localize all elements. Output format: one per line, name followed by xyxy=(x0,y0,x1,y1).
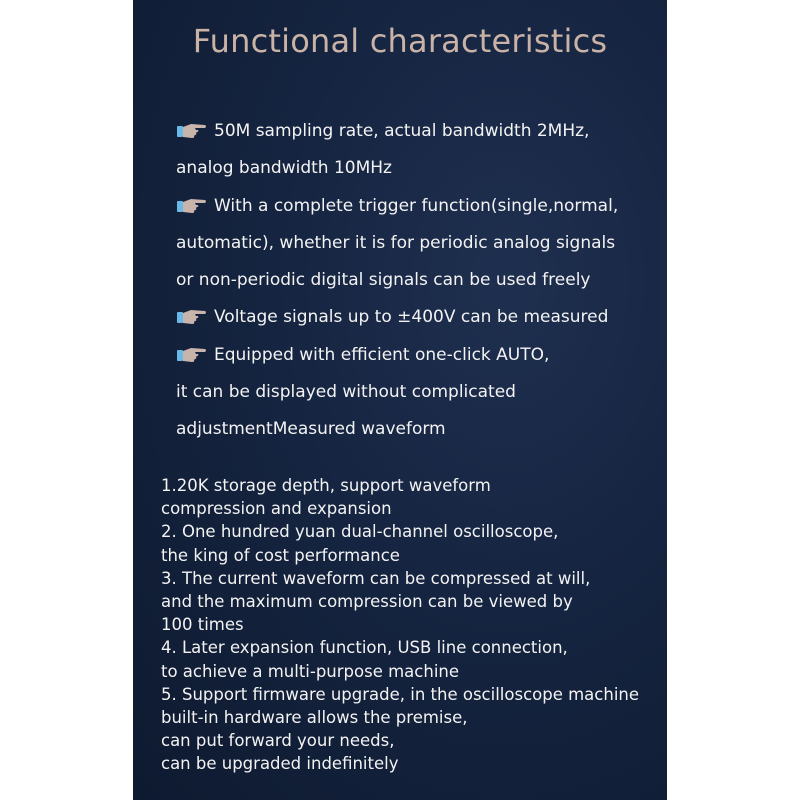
feature-text: Equipped with efficient one-click AUTO, xyxy=(214,344,550,365)
feature-line xyxy=(169,262,649,299)
list-line: to achieve a multi-purpose machine xyxy=(161,661,460,681)
feature-text: or non-periodic digital signals can be used freely xyxy=(176,270,591,291)
list-line: 4. Later expansion function, USB line connection, xyxy=(161,638,568,658)
feature-line xyxy=(169,299,649,336)
list-line: can be upgraded indefinitely xyxy=(161,754,399,774)
feature-text: analog bandwidth 10MHz xyxy=(176,158,392,179)
pointing-hand-icon xyxy=(176,306,208,326)
pointing-hand-icon xyxy=(176,344,208,364)
feature-line xyxy=(169,225,649,262)
list-line: compression and expansion xyxy=(161,499,392,519)
feature-line xyxy=(169,374,649,411)
feature-line xyxy=(169,113,649,150)
list-line: 100 times xyxy=(161,615,244,635)
list-line: built-in hardware allows the premise, xyxy=(161,707,468,727)
feature-line xyxy=(169,337,649,374)
feature-list xyxy=(169,113,649,449)
pointing-hand-icon xyxy=(176,195,208,215)
list-line: can put forward your needs, xyxy=(161,731,395,751)
feature-text: adjustmentMeasured waveform xyxy=(176,419,446,440)
feature-text: With a complete trigger function(single,normal, xyxy=(214,195,619,216)
feature-text: automatic), whether it is for periodic analog signals xyxy=(176,232,616,253)
feature-text: 50M sampling rate, actual bandwidth 2MHz, xyxy=(214,121,590,141)
feature-line xyxy=(169,188,649,225)
list-line: and the maximum compression can be viewed by xyxy=(161,591,573,611)
list-line: the king of cost performance xyxy=(161,545,400,565)
feature-text: Voltage signals up to ±400V can be measured xyxy=(214,307,609,328)
numbered-list xyxy=(161,474,661,775)
page-title: Functional characteristics xyxy=(192,22,608,60)
list-line: 2. One hundred yuan dual-channel oscilloscope, xyxy=(161,522,559,542)
feature-line xyxy=(169,150,649,187)
list-line: 5. Support firmware upgrade, in the oscilloscope machine xyxy=(161,684,640,704)
list-line: 1.20K storage depth, support waveform xyxy=(161,476,491,495)
feature-text: it can be displayed without complicated xyxy=(176,382,516,403)
list-line: 3. The current waveform can be compressed at will, xyxy=(161,568,591,588)
feature-line xyxy=(169,411,649,448)
pointing-hand-icon xyxy=(176,120,208,140)
content-panel xyxy=(133,0,667,800)
